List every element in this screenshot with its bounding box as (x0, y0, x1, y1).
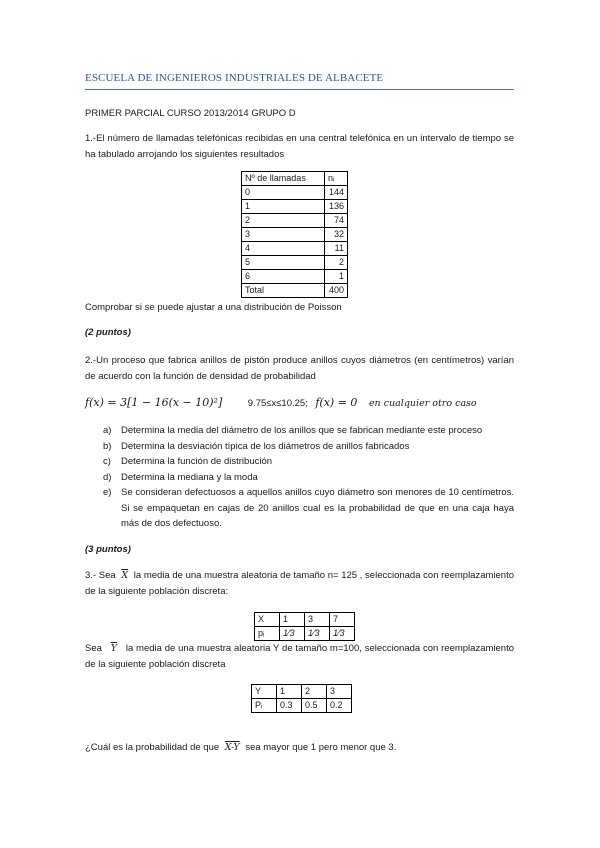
table-cell: 3 (242, 228, 325, 242)
list-item-text: Determina la media del diámetro de los anillos que se fabrican mediante este proceso (121, 425, 483, 436)
table-cell: 2 (325, 256, 348, 270)
population-y-table (251, 684, 352, 713)
q2-statement: 2.-Un proceso que fabrica anillos de pistón produce anillos cuyos diámetros (en centímetros) varían de acuerdo con la función de densidad de probabilidad (85, 355, 514, 382)
list-item-text: Determina la mediana y la moda (121, 471, 258, 483)
table-cell: 3 (305, 613, 330, 627)
table-cell: 5 (242, 256, 325, 270)
table-cell: 1⁄3 (330, 627, 355, 641)
table-cell: 136 (325, 200, 348, 214)
list-marker: b) (103, 440, 112, 452)
calls-table (241, 171, 348, 298)
q3-second-statement (85, 641, 514, 673)
table-header-row (242, 172, 348, 186)
q1-question: Comprobar si se puede ajustar a una distribución de Poisson (85, 302, 342, 313)
q2-points: (3 puntos) (85, 544, 131, 555)
q2-items (103, 423, 514, 532)
difference-expression: X-Y (224, 742, 240, 753)
ybar-symbol: $\overline{Y}$ (110, 643, 118, 654)
table-cell: 4 (242, 242, 325, 256)
header-divider (85, 89, 514, 90)
population-x-table (254, 612, 355, 641)
q3-suffix: la media de una muestra aleatoria de tamaño n= 125 , seleccionada con reemplazamiento de la siguiente población discreta: (85, 570, 515, 597)
table-header-cell: nᵢ (325, 172, 348, 186)
table-cell: 0.5 (302, 699, 327, 713)
formula-else: f(x) = 0 (315, 396, 358, 409)
table-row (242, 200, 348, 214)
table-cell: 32 (325, 228, 348, 242)
q3-second-prefix: Sea (85, 643, 102, 654)
table-row (242, 242, 348, 256)
list-item-text: Determina la desviación típica de los diámetros de anillos fabricados (121, 440, 410, 452)
list-item (103, 485, 514, 532)
q1-points: (2 puntos) (85, 327, 131, 338)
list-marker: c) (103, 456, 111, 467)
table-cell: 7 (330, 613, 355, 627)
table-cell: Total (242, 284, 325, 298)
table-row (242, 186, 348, 200)
table-cell: 2 (242, 214, 325, 228)
table-cell: 11 (325, 242, 348, 256)
table-row (242, 228, 348, 242)
list-marker: a) (103, 425, 112, 436)
table-cell: 1 (277, 685, 302, 699)
list-marker: d) (103, 471, 112, 483)
q3-final-question (85, 742, 396, 753)
table-cell: 74 (325, 214, 348, 228)
table-cell: X (255, 613, 280, 627)
table-cell: 1⁄3 (280, 627, 305, 641)
table-cell: 0.2 (327, 699, 352, 713)
q3-second-suffix: la media de una muestra aleatoria Y de tamaño m=100, seleccionada con reemplazamiento de la siguiente población discreta (85, 643, 514, 670)
list-marker: e) (103, 487, 112, 498)
table-row (242, 256, 348, 270)
table-header-cell: Nº de llamadas (242, 172, 325, 186)
table-cell: 2 (302, 685, 327, 699)
table-cell: pᵢ (255, 627, 280, 641)
school-title: ESCUELA DE INGENIEROS INDUSTRIALES DE ALBACETE (85, 72, 384, 84)
formula-range: 9.75≤x≤10.25; (247, 398, 308, 409)
table-cell: 3 (327, 685, 352, 699)
q3-statement (85, 568, 514, 600)
table-cell: Pᵢ (252, 699, 277, 713)
table-row (255, 627, 355, 641)
table-row (252, 699, 352, 713)
table-row (252, 685, 352, 699)
table-cell: 1 (242, 200, 325, 214)
list-item (103, 454, 514, 470)
formula-else-text: en cualquier otro caso (368, 398, 477, 409)
table-cell: 144 (325, 186, 348, 200)
list-item (103, 439, 514, 455)
table-cell: 0 (242, 186, 325, 200)
table-cell: 400 (325, 284, 348, 298)
exam-subtitle: PRIMER PARCIAL CURSO 2013/2014 GRUPO D (85, 108, 296, 119)
formula-main: f(x) = 3[1 − 16(x − 10)²] (85, 396, 223, 409)
q3-prefix: 3.- Sea (85, 570, 116, 581)
table-cell: 1⁄3 (305, 627, 330, 641)
density-formula (85, 396, 477, 409)
table-cell: 1 (280, 613, 305, 627)
table-cell: 1 (325, 270, 348, 284)
table-row (242, 270, 348, 284)
table-row (242, 284, 348, 298)
table-row (255, 613, 355, 627)
q3-final-suffix: sea mayor que 1 pero menor que 3. (245, 742, 397, 753)
table-cell: 6 (242, 270, 325, 284)
table-cell: 0.3 (277, 699, 302, 713)
list-item (103, 470, 514, 486)
list-item-text: Determina la función de distribución (121, 456, 273, 467)
q3-final-prefix: ¿Cuál es la probabilidad de que (85, 742, 220, 753)
q1-statement: 1.-El número de llamadas telefónicas recibidas en una central telefónica en un intervalo de tiempo se ha tabulado arrojando los siguientes resultados (85, 133, 514, 160)
list-item-text: Se consideran defectuosos a aquellos anillos cuyo diámetro son menores de 10 centímetros. Si se empaquetan en cajas de 20 anillos cual es la probabilidad de que en una caja haya más de dos defectuoso. (121, 487, 514, 529)
xbar-symbol: $\overline{X}$ (121, 570, 129, 581)
table-cell: Y (252, 685, 277, 699)
list-item (103, 423, 514, 439)
table-row (242, 214, 348, 228)
